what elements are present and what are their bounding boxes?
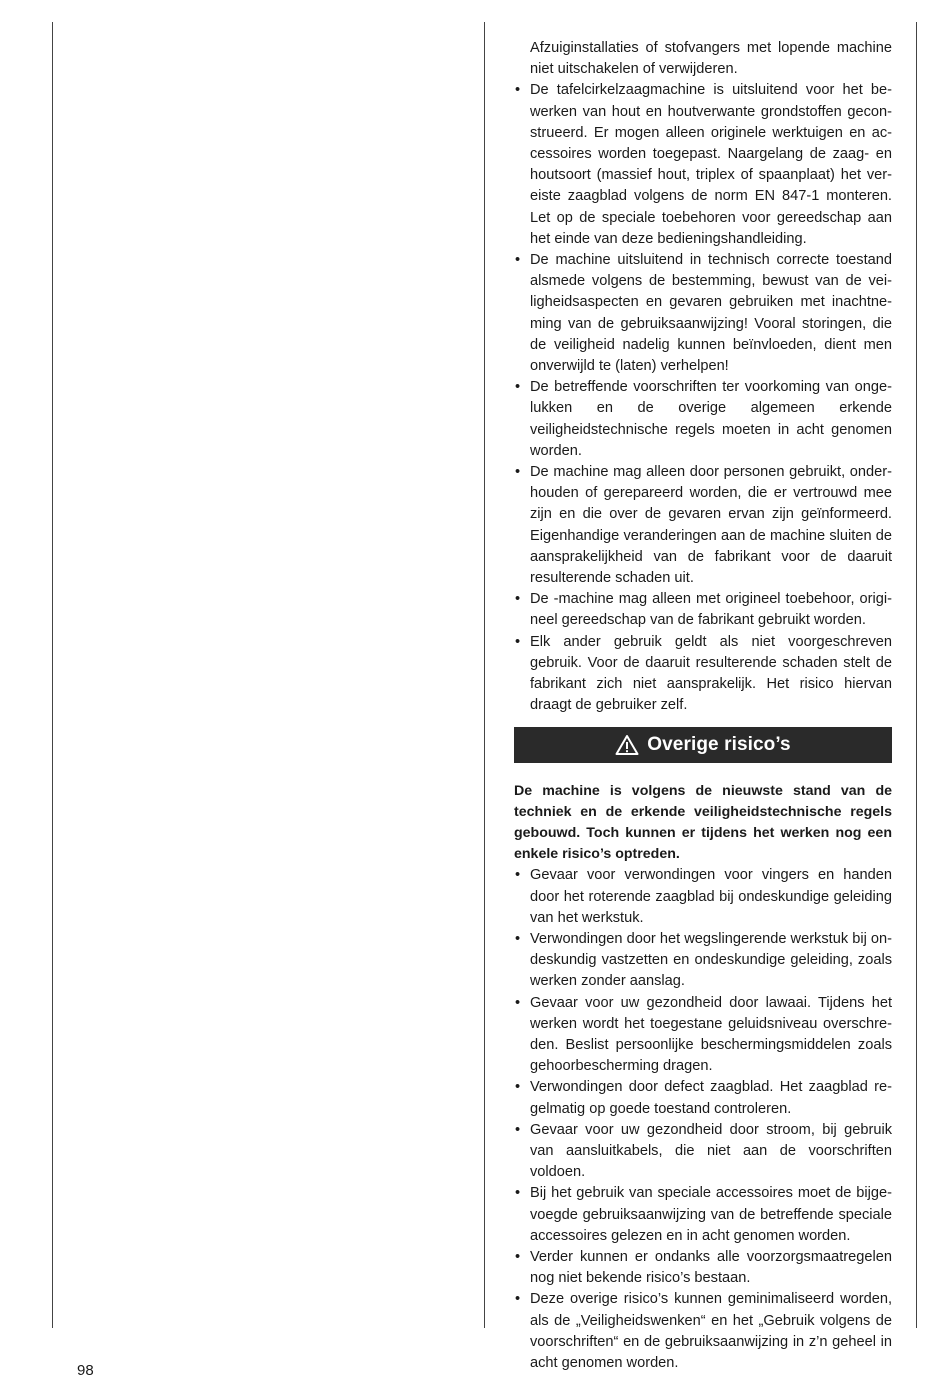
right-column-text [514, 38, 892, 1374]
list-item: • Verwondingen door het wegslingerende werkstuk bij ondeskundig vastzetten en ondeskundige geleiding, zoals werken zonder aanslag. [514, 929, 892, 993]
list-item: • De -machine mag alleen met origineel toebehoor, origineel gereedschap van de fabrikant gebruikt worden. [514, 589, 892, 631]
risk-bullet-list [514, 865, 892, 1374]
right-column-rule [916, 22, 917, 1328]
list-item: • Gevaar voor uw gezondheid door lawaai. Tijdens het werken wordt het toegestane geluidsniveau overschreden. Beslist persoonlijke beschermingsmiddelen zoals gehoorbescherming dragen. [514, 993, 892, 1078]
section-lead: De machine is volgens de nieuwste stand van de techniek en de erkende veiligheidstechnische regels gebouwd. Toch kunnen er tijdens het werken nog een enkele risico’s optreden. [514, 782, 892, 863]
list-item: • De machine mag alleen door personen gebruikt, onderhouden of gerepareerd worden, die er vertrouwd mee zijn en die over de gevaren ervan zijn geïnformeerd. Eigenhandige veranderingen aan de machine sluiten de aansprakelijkheid van de fabrikant voor de daaruit resulterende schaden uit. [514, 462, 892, 589]
list-item: • Verwondingen door defect zaagblad. Het zaagblad regelmatig op goede toestand controleren. [514, 1077, 892, 1119]
list-item: • Deze overige risico’s kunnen geminimaliseerd worden, als de „Veiligheidswenken“ en het „Gebruik volgens de voorschriften“ en de gebruiksaanwijzing in z’n geheel in acht genomen worden. [514, 1289, 892, 1374]
list-item: • De betreffende voorschriften ter voorkoming van ongelukken en de overige algemeen erkende veiligheidstechnische regels moeten in acht genomen worden. [514, 377, 892, 462]
list-item: • Elk ander gebruik geldt als niet voorgeschreven gebruik. Voor de daaruit resulterende schaden stelt de fabrikant zich niet aansprakelijk. Het risico hiervan draagt de gebruiker zelf. [514, 632, 892, 717]
list-item: • Verder kunnen er ondanks alle voorzorgsmaatregelen nog niet bekende risico’s bestaan. [514, 1247, 892, 1289]
page-number: 98 [77, 1362, 94, 1379]
section-title: Overige risico’s [647, 733, 791, 755]
list-item: • Gevaar voor verwondingen voor vingers en handen door het roterende zaagblad bij ondeskundige geleiding van het werkstuk. [514, 865, 892, 929]
intro-continuation: Afzuiginstallaties of stofvangers met lopende machine niet uitschakelen of verwijderen. [530, 40, 892, 78]
list-item: • De machine uitsluitend in technisch correcte toestand alsmede volgens de bestemming, bewust van de veiligheidsaspecten en gevaren gebruiken met inachtneming van de gebruiksaanwijzing! Vooral storingen, die de veiligheid nadelig kunnen beïnvloeden, dient men onverwijld te (laten) verhelpen! [514, 250, 892, 377]
list-item: • Gevaar voor uw gezondheid door stroom, bij gebruik van aansluitkabels, die niet aan de voorschriften voldoen. [514, 1120, 892, 1184]
left-column-rule [52, 22, 53, 1328]
center-column-rule [484, 22, 485, 1328]
section-heading-bar [514, 727, 892, 763]
safety-bullet-list [514, 80, 892, 716]
list-item: • Bij het gebruik van speciale accessoires moet de bijgevoegde gebruiksaanwijzing van de betreffende speciale accessoires gelezen en in acht genomen worden. [514, 1183, 892, 1247]
list-item: • De tafelcirkelzaagmachine is uitsluitend voor het bewerken van hout en houtverwante grondstoffen geconstrueerd. Er mogen alleen originele werktuigen en accessoires worden toegepast. Naargelang de zaag- en houtsoort (massief hout, triplex of spaanplaat) het vereiste zaagblad volgens de norm EN 847-1 monteren. Let op de speciale toebehoren voor gereedschap aan het einde van deze bedieningshandleiding. [514, 80, 892, 250]
warning-triangle-icon [615, 734, 639, 756]
